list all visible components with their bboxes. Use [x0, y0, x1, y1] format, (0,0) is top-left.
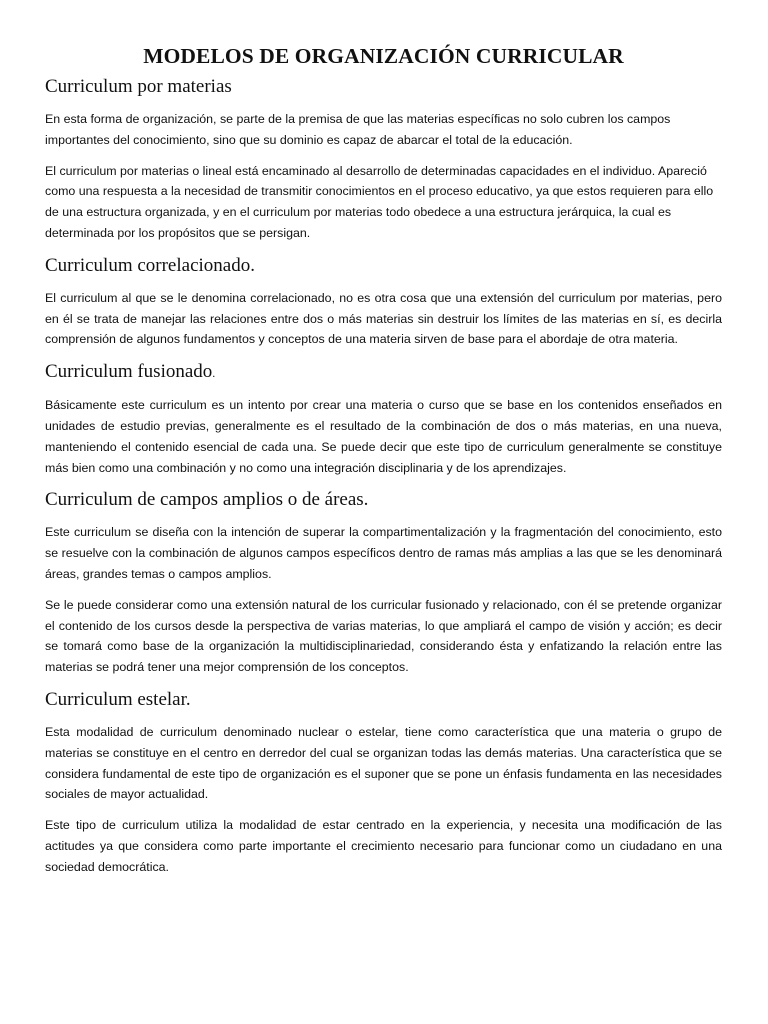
section-heading: [45, 360, 722, 385]
document-page: [45, 44, 722, 888]
section-heading: [45, 488, 722, 512]
section-heading: [45, 688, 722, 712]
paragraph: El curriculum al que se le denomina correlacionado, no es otra cosa que una extensión del curriculum por materias, pero en él se trata de manejar las relaciones entre dos o más materias sin destruir los límites de las materias en sí, es decirla comprensión de algunos fundamentos y conceptos de una materia sirven de base para el abordaje de otra materia.: [45, 290, 722, 347]
paragraph: Este tipo de curriculum utiliza la modalidad de estar centrado en la experiencia, y necesita una modificación de las actitudes ya que considera como parte importante el crecimiento necesario para funcionar como un ciudadano en una sociedad democrática.: [45, 818, 722, 874]
section-heading-text: Curriculum fusionado: [45, 361, 213, 383]
section-curriculum-correlacionado: [45, 254, 722, 350]
section-curriculum-por-materias: [45, 75, 722, 244]
paragraph: Básicamente este curriculum es un intento por crear una materia o curso que se base en los contenidos enseñados en unidades de estudio previas, generalmente es el resultado de la combinación de dos o más materias, en una nueva, manteniendo el contenido esencial de cada una. Se puede decir que este tipo de curriculum generalmente se constituye más bien como una combinación y no como una integración disciplinaria y de los aprendizajes.: [45, 398, 722, 475]
section-heading: [45, 254, 722, 278]
section-curriculum-campos-amplios: [45, 488, 722, 678]
section-curriculum-fusionado: [45, 360, 722, 478]
paragraph: Este curriculum se diseña con la intención de superar la compartimentalización y la fragmentación del conocimiento, esto se resuelve con la combinación de algunos campos específicos dentro de ramas más amplias a las que se les denominará áreas, grandes temas o campos amplios.: [45, 525, 722, 581]
document-title: MODELOS DE ORGANIZACIÓN CURRICULAR: [143, 44, 624, 68]
paragraph: Se le puede considerar como una extensión natural de los curricular fusionado y relacionado, con él se pretende organizar el contenido de los cursos desde la perspectiva de varias materias, lo que ampliará el campo de visión y acción; es decir se tomará como base de la organización la multidisciplinariedad, considerando ésta y enfatizando la relación entre las materias se podrá tener una mejor comprensión de los conceptos.: [45, 597, 722, 675]
paragraph: En esta forma de organización, se parte de la premisa de que las materias específicas no solo cubren los campos importantes del conocimiento, sino que su dominio es capaz de abarcar el total de la educación.: [45, 112, 671, 147]
section-heading-text: Curriculum por materias: [45, 76, 232, 97]
paragraph: El curriculum por materias o lineal está encaminado al desarrollo de determinadas capacidades en el individuo. Apareció como una respuesta a la necesidad de transmitir conocimientos en el proceso educativo, ya que estos requieren para ello de una estructura organizada, y en el curriculum por materias todo obedece a una estructura jerárquica, la cual es determinada por los propósitos que se persigan.: [45, 163, 714, 240]
section-heading-text: Curriculum correlacionado.: [45, 254, 255, 276]
section-heading-trail: .: [212, 366, 216, 381]
section-heading-text: Curriculum estelar.: [45, 688, 191, 710]
section-heading: [45, 75, 722, 99]
section-heading-text: Curriculum de campos amplios o de áreas.: [45, 489, 369, 511]
paragraph: Esta modalidad de curriculum denominado nuclear o estelar, tiene como característica que una materia o grupo de materias se constituye en el centro en derredor del cual se organizan todas las demás materias. Una característica que se considera fundamental de este tipo de organización es el suponer que se pone un énfasis fundamenta en las necesidades sociales de mayor actualidad.: [45, 724, 722, 802]
section-curriculum-estelar: [45, 688, 722, 878]
